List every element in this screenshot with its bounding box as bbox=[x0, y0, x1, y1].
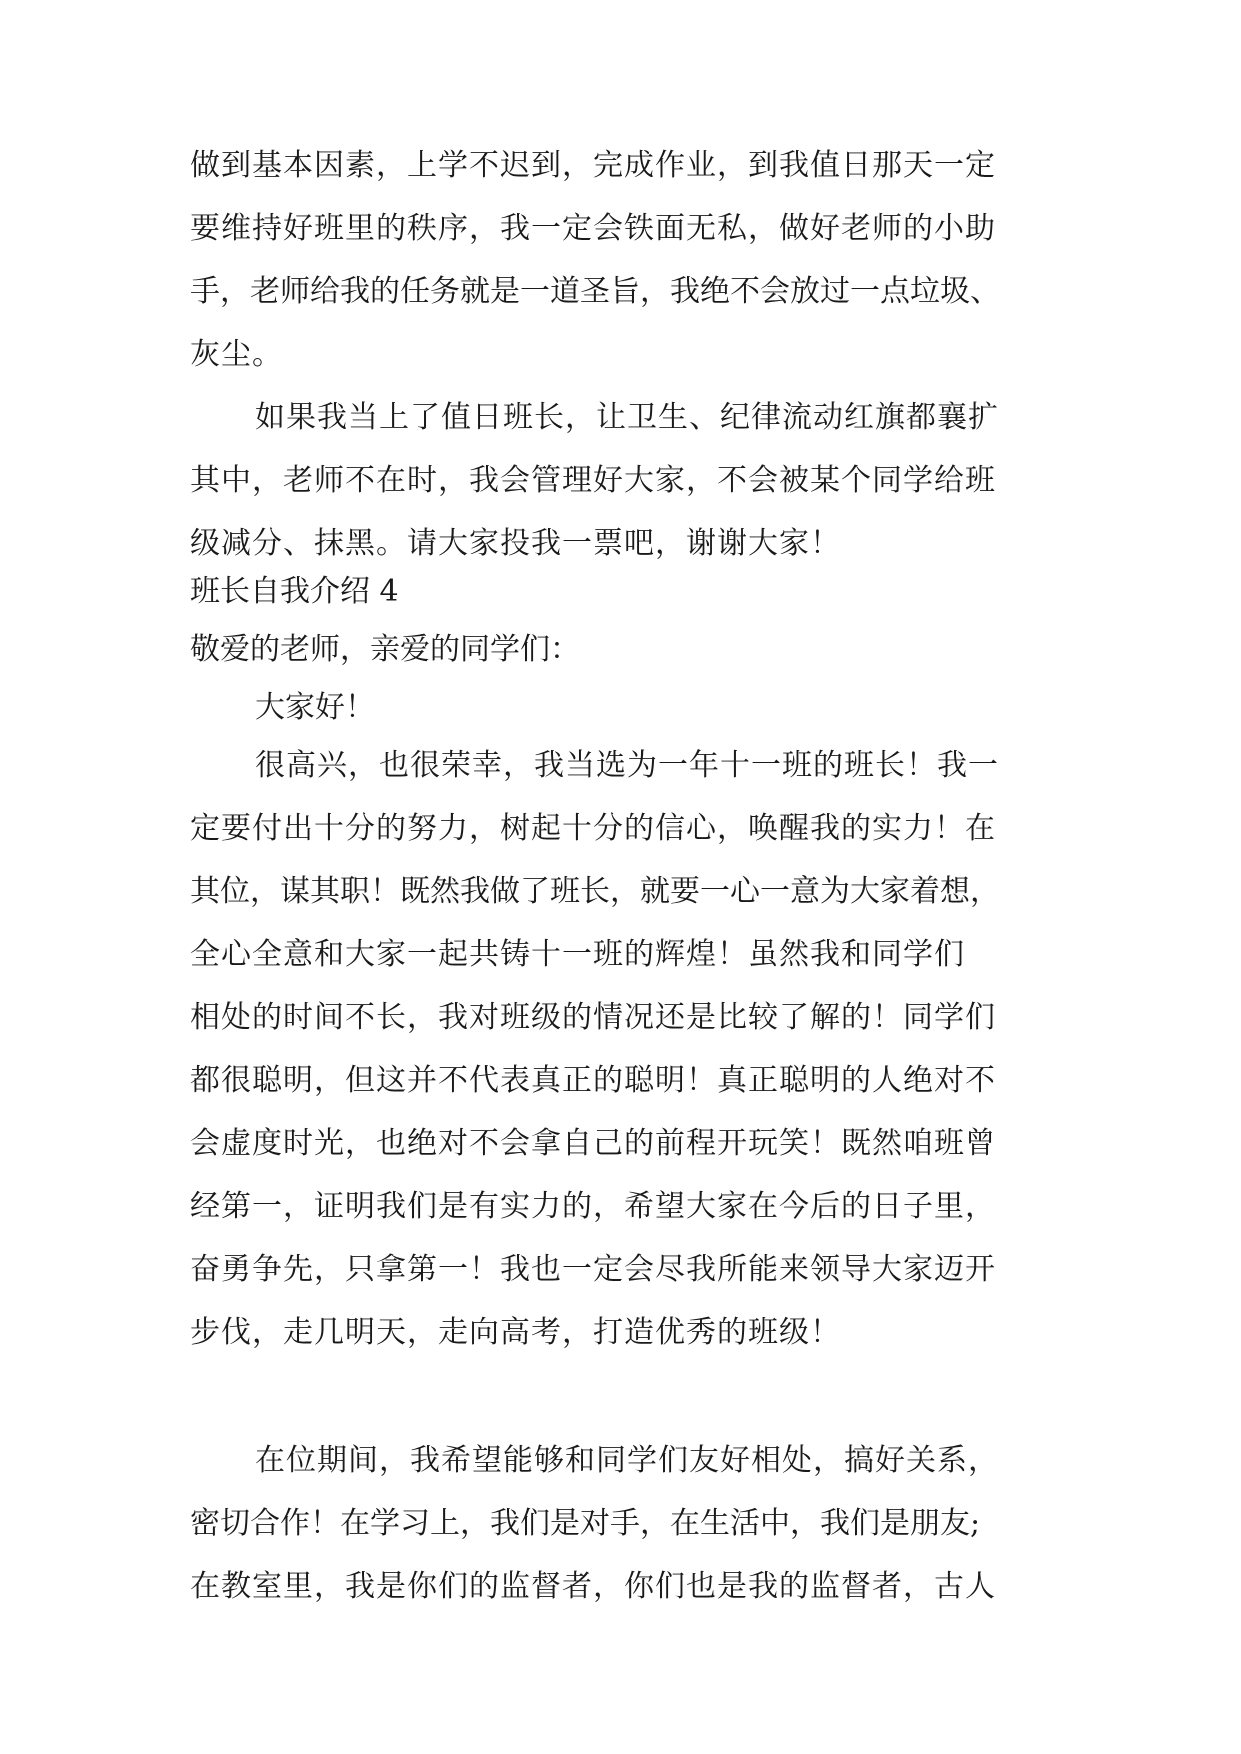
paragraph-line: 定要付出十分的努力，树起十分的信心，唤醒我的实力！在 bbox=[190, 811, 996, 846]
paragraph-line: 灰尘。 bbox=[190, 337, 283, 372]
paragraph-line: 其中，老师不在时，我会管理好大家，不会被某个同学给班 bbox=[190, 463, 996, 498]
paragraph-line: 密切合作！在学习上，我们是对手，在生活中，我们是朋友; bbox=[190, 1506, 981, 1541]
paragraph-line: 经第一，证明我们是有实力的，希望大家在今后的日子里， bbox=[190, 1189, 996, 1224]
paragraph-line: 要维持好班里的秩序，我一定会铁面无私，做好老师的小助 bbox=[190, 211, 996, 246]
paragraph-line: 如果我当上了值日班长，让卫生、纪律流动红旗都襄扩 bbox=[255, 400, 999, 435]
salutation: 敬爱的老师，亲爱的同学们： bbox=[190, 632, 580, 667]
paragraph-line: 会虚度时光，也绝对不会拿自己的前程开玩笑！既然咱班曾 bbox=[190, 1126, 996, 1161]
paragraph-line: 相处的时间不长，我对班级的情况还是比较了解的！同学们 bbox=[190, 1000, 996, 1035]
paragraph-line: 奋勇争先，只拿第一！我也一定会尽我所能来领导大家迈开 bbox=[190, 1252, 996, 1287]
greeting: 大家好！ bbox=[255, 690, 375, 725]
paragraph-line: 在位期间，我希望能够和同学们友好相处，搞好关系， bbox=[255, 1443, 999, 1478]
paragraph-line: 手，老师给我的任务就是一道圣旨，我绝不会放过一点垃圾、 bbox=[190, 274, 1000, 309]
paragraph-line: 都很聪明，但这并不代表真正的聪明！真正聪明的人绝对不 bbox=[190, 1063, 996, 1098]
paragraph-line: 全心全意和大家一起共铸十一班的辉煌！虽然我和同学们 bbox=[190, 937, 965, 972]
paragraph-line: 在教室里，我是你们的监督者，你们也是我的监督者，古人 bbox=[190, 1569, 996, 1604]
paragraph-line: 做到基本因素，上学不迟到，完成作业，到我值日那天一定 bbox=[190, 148, 996, 183]
paragraph-line: 步伐，走几明天，走向高考，打造优秀的班级！ bbox=[190, 1315, 841, 1350]
paragraph-line: 很高兴，也很荣幸，我当选为一年十一班的班长！我一 bbox=[255, 748, 999, 783]
paragraph-line: 其位，谋其职！既然我做了班长，就要一心一意为大家着想， bbox=[190, 874, 1000, 909]
section-heading: 班长自我介绍 4 bbox=[190, 574, 399, 609]
paragraph-line: 级减分、抹黑。请大家投我一票吧，谢谢大家！ bbox=[190, 526, 841, 561]
